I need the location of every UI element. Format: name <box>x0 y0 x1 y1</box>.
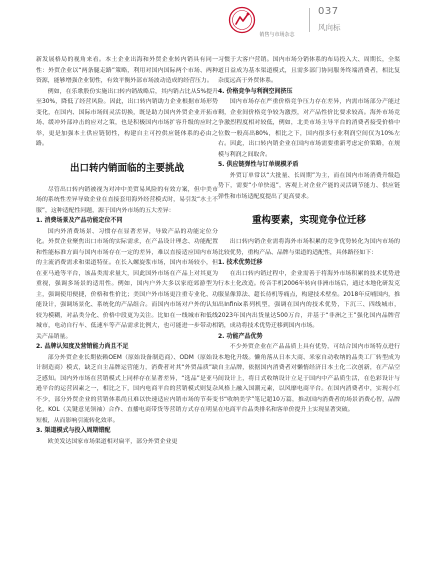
right-column <box>218 55 400 416</box>
subheading-product-advantage: 2. 功能产品优势 <box>218 332 263 340</box>
paragraph-example: 例如，在乐歌股份实施出口转内销战略后，其内销占比从5%提升至30%，降低了经营风险。因此，出口转内销助力企业根据市场形势变化，在国内、国际市场间灵活切换，既是助力国内外贸企业开拓市场、缓冲外部冲击的应对之策，也是积极国内市场扩容升级的应时之举，更是加强本土供应链韧性，构建自主可控供应链体系的必由之路。 <box>36 88 218 147</box>
subheading-channel-mismatch: 3. 渠道模式与投入周期错配 <box>36 427 111 434</box>
paragraph-tech-advantage: 在出口转内销过程中，企业需善于将海外市场积累的技术优势进行本土化改造。传音手机2006年转向非洲市场后，通过本地化研发克服显像算法、超长待机等痛点，构建技术壁垒。2018年反哺国内，推出Infinix系列机型，强调在国内的技术优势，下沉三、四线城市，2023年国内出货量达500万台，并基于“非洲之王”强化国内品牌营销，成功将技术优势迁移到国内市场。 <box>218 270 400 329</box>
subheading-brand-awareness: 2. 品牌认知度及营销能力尚且不足 <box>36 343 129 350</box>
paragraph-brand-awareness: 部分外贸企业长期依赖OEM（原始设备制造商）、ODM（原始设计制造商）模式，缺乏自主品牌运营能力，消费者对其“外贸品质”缺乏感知。国内外市场在营销模式上同样存在显著差异，“选品”是亚马逊平台的运营因素之一，相比之下，国内电商平台的营销模式则复杂不少，部分外贸企业的营销体系尚且难以快速适应内销市场的节奏变化，KOL（关键意见领袖）合作、直播电商带货等营销方式存在明显短板，从而影响引流转化效率。 <box>36 354 218 424</box>
brand-name: 销售与市场杂志 <box>259 32 295 38</box>
header-divider <box>309 8 310 32</box>
paragraph-consumption-scenario: 国内外消费场景、习惯存在显著差异，导致产品的功能定位分化。外贸企业聚焦出口市场的实际需求，在产品设计理念、功能配置和性能标准方面与国内市场存在一定的差异，难以直接适应国内市场的主流消费需求和渠道特征。在长入螺旋浆市场，国内市场较小，但在亚马逊等平台，该品类需求量大，因此国外市场在产品上对其更为重视，强调多场景的适用性。例如，国内户外大多以家庭郊游型为主，强调使用便捷，价格和性价比；美国户外市场更注重专业化、功能设计，强调场景化、系统化的产品组合。而国内市场对户外的认知较为模糊，对品类分化、价格中段更为关注。比如在一线城市和低线城市，电动自行车、低速车等产品需求比例大，也可能进一步带动相关产品销量。 <box>36 228 218 340</box>
subheading-consumption-scenario: 1. 消费场景及产品功能定位不同 <box>36 217 123 224</box>
paragraph-path: 出口转内销企业需将海外市场积累的竞争优势转化为国内市场的比较优势，重构产品、品牌与渠道的适配性，具体路径如下： <box>218 239 400 256</box>
section-heading-path: 重构要素，实现竞争位迁移 <box>251 215 366 226</box>
subheading-tech-advantage: 1. 技术优势迁移 <box>218 259 263 266</box>
subheading-price-competition: 4. 价格竞争与利润空间挤压 <box>218 87 293 95</box>
section-name: 风向标 <box>318 23 341 32</box>
paragraph-product-advantage: 不少外贸企业在产品品质上具有优势，可结合国内市场特点进行本地化升级。懒角落从日本大商、米家自动收纳的品类工厂转型成为自主品牌，依据国内消费者对懒惰经济日本土化二次创新，在产品空间设计上，将日式收纳设计立足于国内中产品质生活，在色彩设计与风格上融入国潮元素，以风靡电商平台。在国内消费者中，实现小红书“收纳美学”笔记超10万篇，推动国内消费者的场景消费心智，品牌在电商平台品类排名和客单价提升上实现显著突破。 <box>218 344 400 413</box>
subheading-supply-chain: 5. 供应链弹性与订单规模矛盾 <box>218 161 299 168</box>
paragraph-channel-mismatch: 欧美发达国家市场渠道相对扁平，部分外贸企业更 <box>47 438 178 445</box>
left-column <box>36 55 218 447</box>
section-heading-challenges: 出口转内销面临的主要挑战 <box>69 162 184 174</box>
paragraph-challenges: 尽管出口转内销被视为对冲中美贸易风险的有效方案，但中美市场的系统性差异导致企业在直接套用海外经营模式时，易引发“水土不服”，这种适配性问题，源于国内外市场的五大差异： <box>36 186 218 214</box>
paragraph-price-competition: 国内市场存在严重价格竞争压力存在差异，内需市场部分产能过剩，企业间价格竞争较为激烈，对产品性价比要求较高。海外市场竞争激烈程度相对较低，例如，北美市场主导平台的消费者接受价格中位数一般高出80%，相比之下，国内很多行业利润空间仅为10%左右。因此，出口转内销企业在国内市场需要重新考虑定价策略，在规模与利润之间取舍。 <box>218 99 400 158</box>
paragraph-continued: 习惯于大客户营销。国内市场分销体系的布局投入大、周期长，全渠道日益成为基本渠道模式，且需多部门协同服务终端消费者，相比复杂度远高于外贸体系。 <box>218 57 400 84</box>
paragraph-intro: 新发展格局的视角来看。本土企业出海和外贸企业转内销具有同一性：外贸企业以“两条腿走路”策略，利用对国内国际两个市场、两种资源，能够增强企业韧性，有效平衡外部市场波动造成的经营压力。 <box>36 57 218 84</box>
page-number: 037 <box>318 6 339 17</box>
paragraph-supply-chain: 外贸订单常以“大批量、长周期”为主，而在国内市场消费升级趋势下，需要“小单快返”，客观上对企业产能的灵活调节能力、供应链弹性和市场适配度提出了更高要求。 <box>218 172 400 200</box>
page-header <box>0 0 427 44</box>
magazine-logo-icon <box>228 6 256 34</box>
